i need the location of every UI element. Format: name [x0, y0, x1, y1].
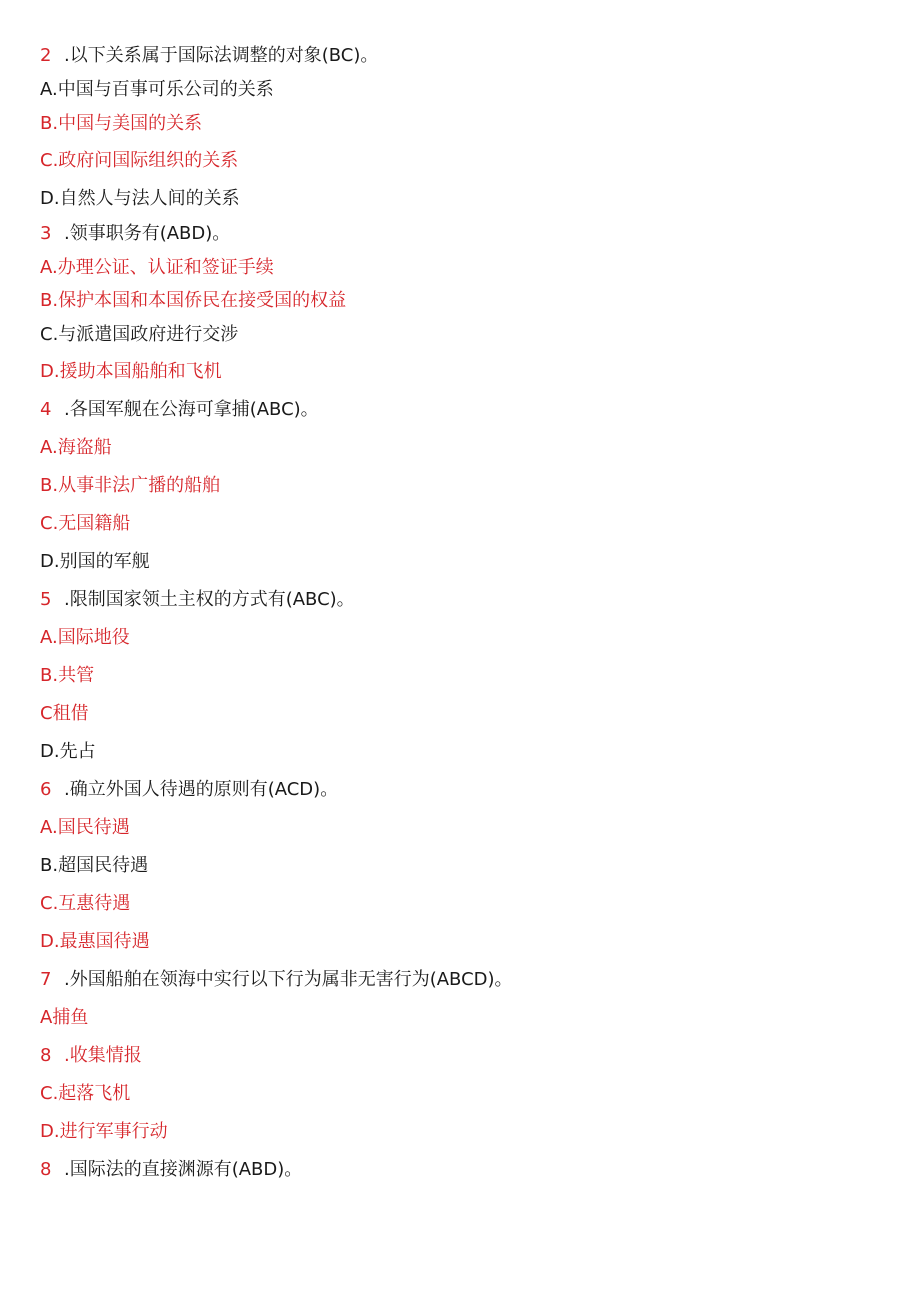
- question-number: 5: [40, 589, 52, 610]
- option-line-correct: B.共管: [40, 665, 95, 686]
- question-number: 6: [40, 779, 52, 800]
- option-line: C.与派遣国政府进行交涉: [40, 324, 239, 345]
- question-number: 7: [40, 969, 52, 990]
- question-number: 8: [40, 1045, 52, 1066]
- option-line: D.别国的军舰: [40, 551, 150, 572]
- option-line-correct: A.办理公证、认证和签证手续: [40, 257, 274, 278]
- option-line-correct: C.政府问国际组织的关系: [40, 150, 239, 171]
- question-2: [40, 45, 378, 67]
- option-line-correct: B.保护本国和本国侨民在接受国的权益: [40, 290, 347, 311]
- question-text: .限制国家领土主权的方式有(ABC)。: [64, 589, 355, 610]
- question-7: [40, 969, 513, 991]
- question-number: 2: [40, 45, 52, 66]
- question-text: .国际法的直接渊源有(ABD)。: [64, 1159, 303, 1180]
- question-number: 8: [40, 1159, 52, 1180]
- option-line-correct: [40, 1045, 142, 1067]
- option-line: B.超国民待遇: [40, 855, 149, 876]
- question-text: .确立外国人待遇的原则有(ACD)。: [64, 779, 339, 800]
- option-line-correct: D.最惠国待遇: [40, 931, 150, 952]
- option-line-correct: C.起落飞机: [40, 1083, 131, 1104]
- question-4: [40, 399, 319, 421]
- option-line-correct: A.国民待遇: [40, 817, 130, 838]
- option-line-correct: B.中国与美国的关系: [40, 113, 203, 134]
- option-line-correct: A.海盗船: [40, 437, 112, 458]
- option-line-correct: A.国际地役: [40, 627, 130, 648]
- question-3: [40, 223, 230, 245]
- question-number: 4: [40, 399, 52, 420]
- question-5: [40, 589, 355, 611]
- option-line: D.自然人与法人间的关系: [40, 188, 240, 209]
- option-line-correct: C.互惠待遇: [40, 893, 131, 914]
- option-text: .收集情报: [64, 1045, 142, 1066]
- option-line-correct: B.从事非法广播的船舶: [40, 475, 221, 496]
- option-line-correct: C租借: [40, 703, 89, 724]
- option-line-correct: D.援助本国船舶和飞机: [40, 361, 222, 382]
- question-number: 3: [40, 223, 52, 244]
- option-line: A.中国与百事可乐公司的关系: [40, 79, 274, 100]
- option-line-correct: D.进行军事行动: [40, 1121, 168, 1142]
- option-line: D.先占: [40, 741, 96, 762]
- option-line-correct: A捕鱼: [40, 1007, 89, 1028]
- question-8: [40, 1159, 302, 1181]
- question-6: [40, 779, 338, 801]
- option-line-correct: C.无国籍船: [40, 513, 131, 534]
- question-text: .各国军舰在公海可拿捕(ABC)。: [64, 399, 319, 420]
- question-text: .领事职务有(ABD)。: [64, 223, 231, 244]
- question-text: .以下关系属于国际法调整的对象(BC)。: [64, 45, 379, 66]
- question-text: .外国船舶在领海中实行以下行为属非无害行为(ABCD)。: [64, 969, 513, 990]
